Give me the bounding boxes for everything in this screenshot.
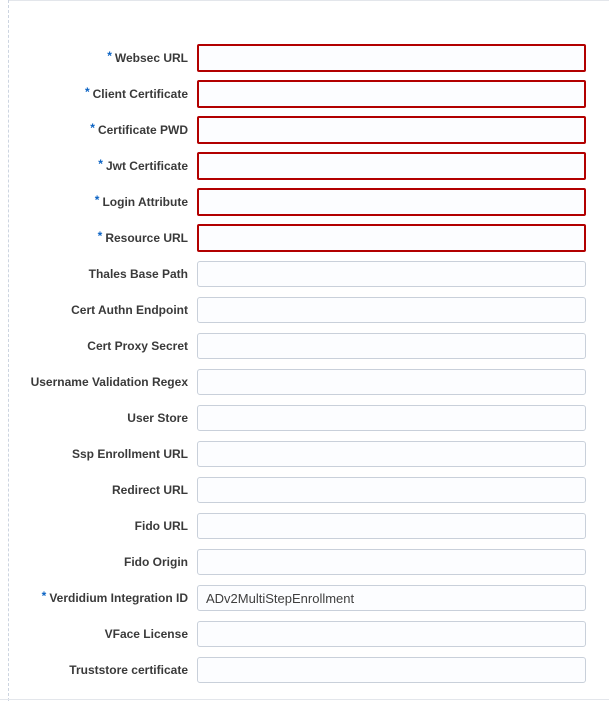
field-label-redirect-url [12, 483, 197, 497]
field-label-client-certificate [12, 87, 197, 101]
thales-base-path-input[interactable] [197, 261, 586, 287]
integration-config-form [12, 40, 586, 688]
field-label-text: Resource URL [105, 231, 188, 245]
field-label-websec-url [12, 51, 197, 65]
field-label-text: Login Attribute [102, 195, 188, 209]
username-validation-regex-input[interactable] [197, 369, 586, 395]
field-label-certificate-pwd [12, 123, 197, 137]
field-label-text: Certificate PWD [97, 123, 188, 137]
form-row-jwt-certificate [12, 148, 586, 184]
resource-url-input[interactable] [197, 224, 586, 252]
field-label-text: VFace License [104, 627, 188, 641]
field-label-fido-url [12, 519, 197, 533]
form-row-certificate-pwd [12, 112, 586, 148]
required-asterisk: * [94, 193, 100, 207]
field-label-text: Websec URL [114, 51, 188, 65]
cert-authn-endpoint-input[interactable] [197, 297, 586, 323]
form-row-vface-license [12, 616, 586, 652]
form-row-user-store [12, 400, 586, 436]
field-label-text: Fido URL [134, 519, 188, 533]
field-label-user-store [12, 411, 197, 425]
required-asterisk: * [107, 49, 112, 63]
form-row-login-attribute [12, 184, 586, 220]
form-row-username-validation-regex [12, 364, 586, 400]
field-label-text: Cert Proxy Secret [87, 339, 188, 353]
field-label-vface-license [12, 627, 197, 641]
field-label-text: Truststore certificate [69, 663, 188, 677]
field-label-fido-origin [12, 555, 197, 569]
form-row-cert-proxy-secret [12, 328, 586, 364]
field-label-text: Client Certificate [92, 87, 188, 101]
field-label-ssp-enrollment-url [12, 447, 197, 461]
form-row-redirect-url [12, 472, 586, 508]
required-asterisk: * [84, 85, 90, 99]
field-label-text: Thales Base Path [88, 267, 188, 281]
field-label-text: Ssp Enrollment URL [71, 447, 188, 461]
panel-left-divider [8, 0, 9, 701]
required-asterisk: * [98, 157, 103, 171]
jwt-certificate-input[interactable] [197, 152, 586, 180]
cert-proxy-secret-input[interactable] [197, 333, 586, 359]
verdidium-integration-id-input[interactable] [197, 585, 586, 611]
field-label-text: Fido Origin [124, 555, 188, 569]
form-row-websec-url [12, 40, 586, 76]
field-label-text: Redirect URL [111, 483, 188, 497]
truststore-certificate-input[interactable] [197, 657, 586, 683]
form-row-thales-base-path [12, 256, 586, 292]
field-label-verdidium-integration-id [12, 591, 197, 605]
field-label-cert-authn-endpoint [12, 303, 197, 317]
ssp-enrollment-url-input[interactable] [197, 441, 586, 467]
certificate-pwd-input[interactable] [197, 116, 586, 144]
field-label-resource-url [12, 231, 197, 245]
vface-license-input[interactable] [197, 621, 586, 647]
required-asterisk: * [90, 121, 95, 135]
field-label-text: User Store [127, 411, 188, 425]
websec-url-input[interactable] [197, 44, 586, 72]
form-row-truststore-certificate [12, 652, 586, 688]
form-row-fido-url [12, 508, 586, 544]
field-label-cert-proxy-secret [12, 339, 197, 353]
form-row-verdidium-integration-id [12, 580, 586, 616]
form-row-resource-url [12, 220, 586, 256]
redirect-url-input[interactable] [197, 477, 586, 503]
form-row-client-certificate [12, 76, 586, 112]
login-attribute-input[interactable] [197, 188, 586, 216]
required-asterisk: * [41, 589, 47, 603]
fido-url-input[interactable] [197, 513, 586, 539]
user-store-input[interactable] [197, 405, 586, 431]
required-asterisk: * [97, 229, 103, 243]
field-label-jwt-certificate [12, 159, 197, 173]
panel-bottom-divider [0, 699, 609, 700]
field-label-text: Cert Authn Endpoint [71, 303, 188, 317]
field-label-username-validation-regex [12, 375, 197, 389]
form-row-cert-authn-endpoint [12, 292, 586, 328]
fido-origin-input[interactable] [197, 549, 586, 575]
form-row-fido-origin [12, 544, 586, 580]
field-label-text: Verdidium Integration ID [49, 591, 188, 605]
field-label-text: Username Validation Regex [30, 375, 188, 389]
form-row-ssp-enrollment-url [12, 436, 586, 472]
field-label-login-attribute [12, 195, 197, 209]
client-certificate-input[interactable] [197, 80, 586, 108]
panel-top-divider [9, 0, 609, 1]
field-label-text: Jwt Certificate [105, 159, 188, 173]
field-label-truststore-certificate [12, 663, 197, 677]
field-label-thales-base-path [12, 267, 197, 281]
